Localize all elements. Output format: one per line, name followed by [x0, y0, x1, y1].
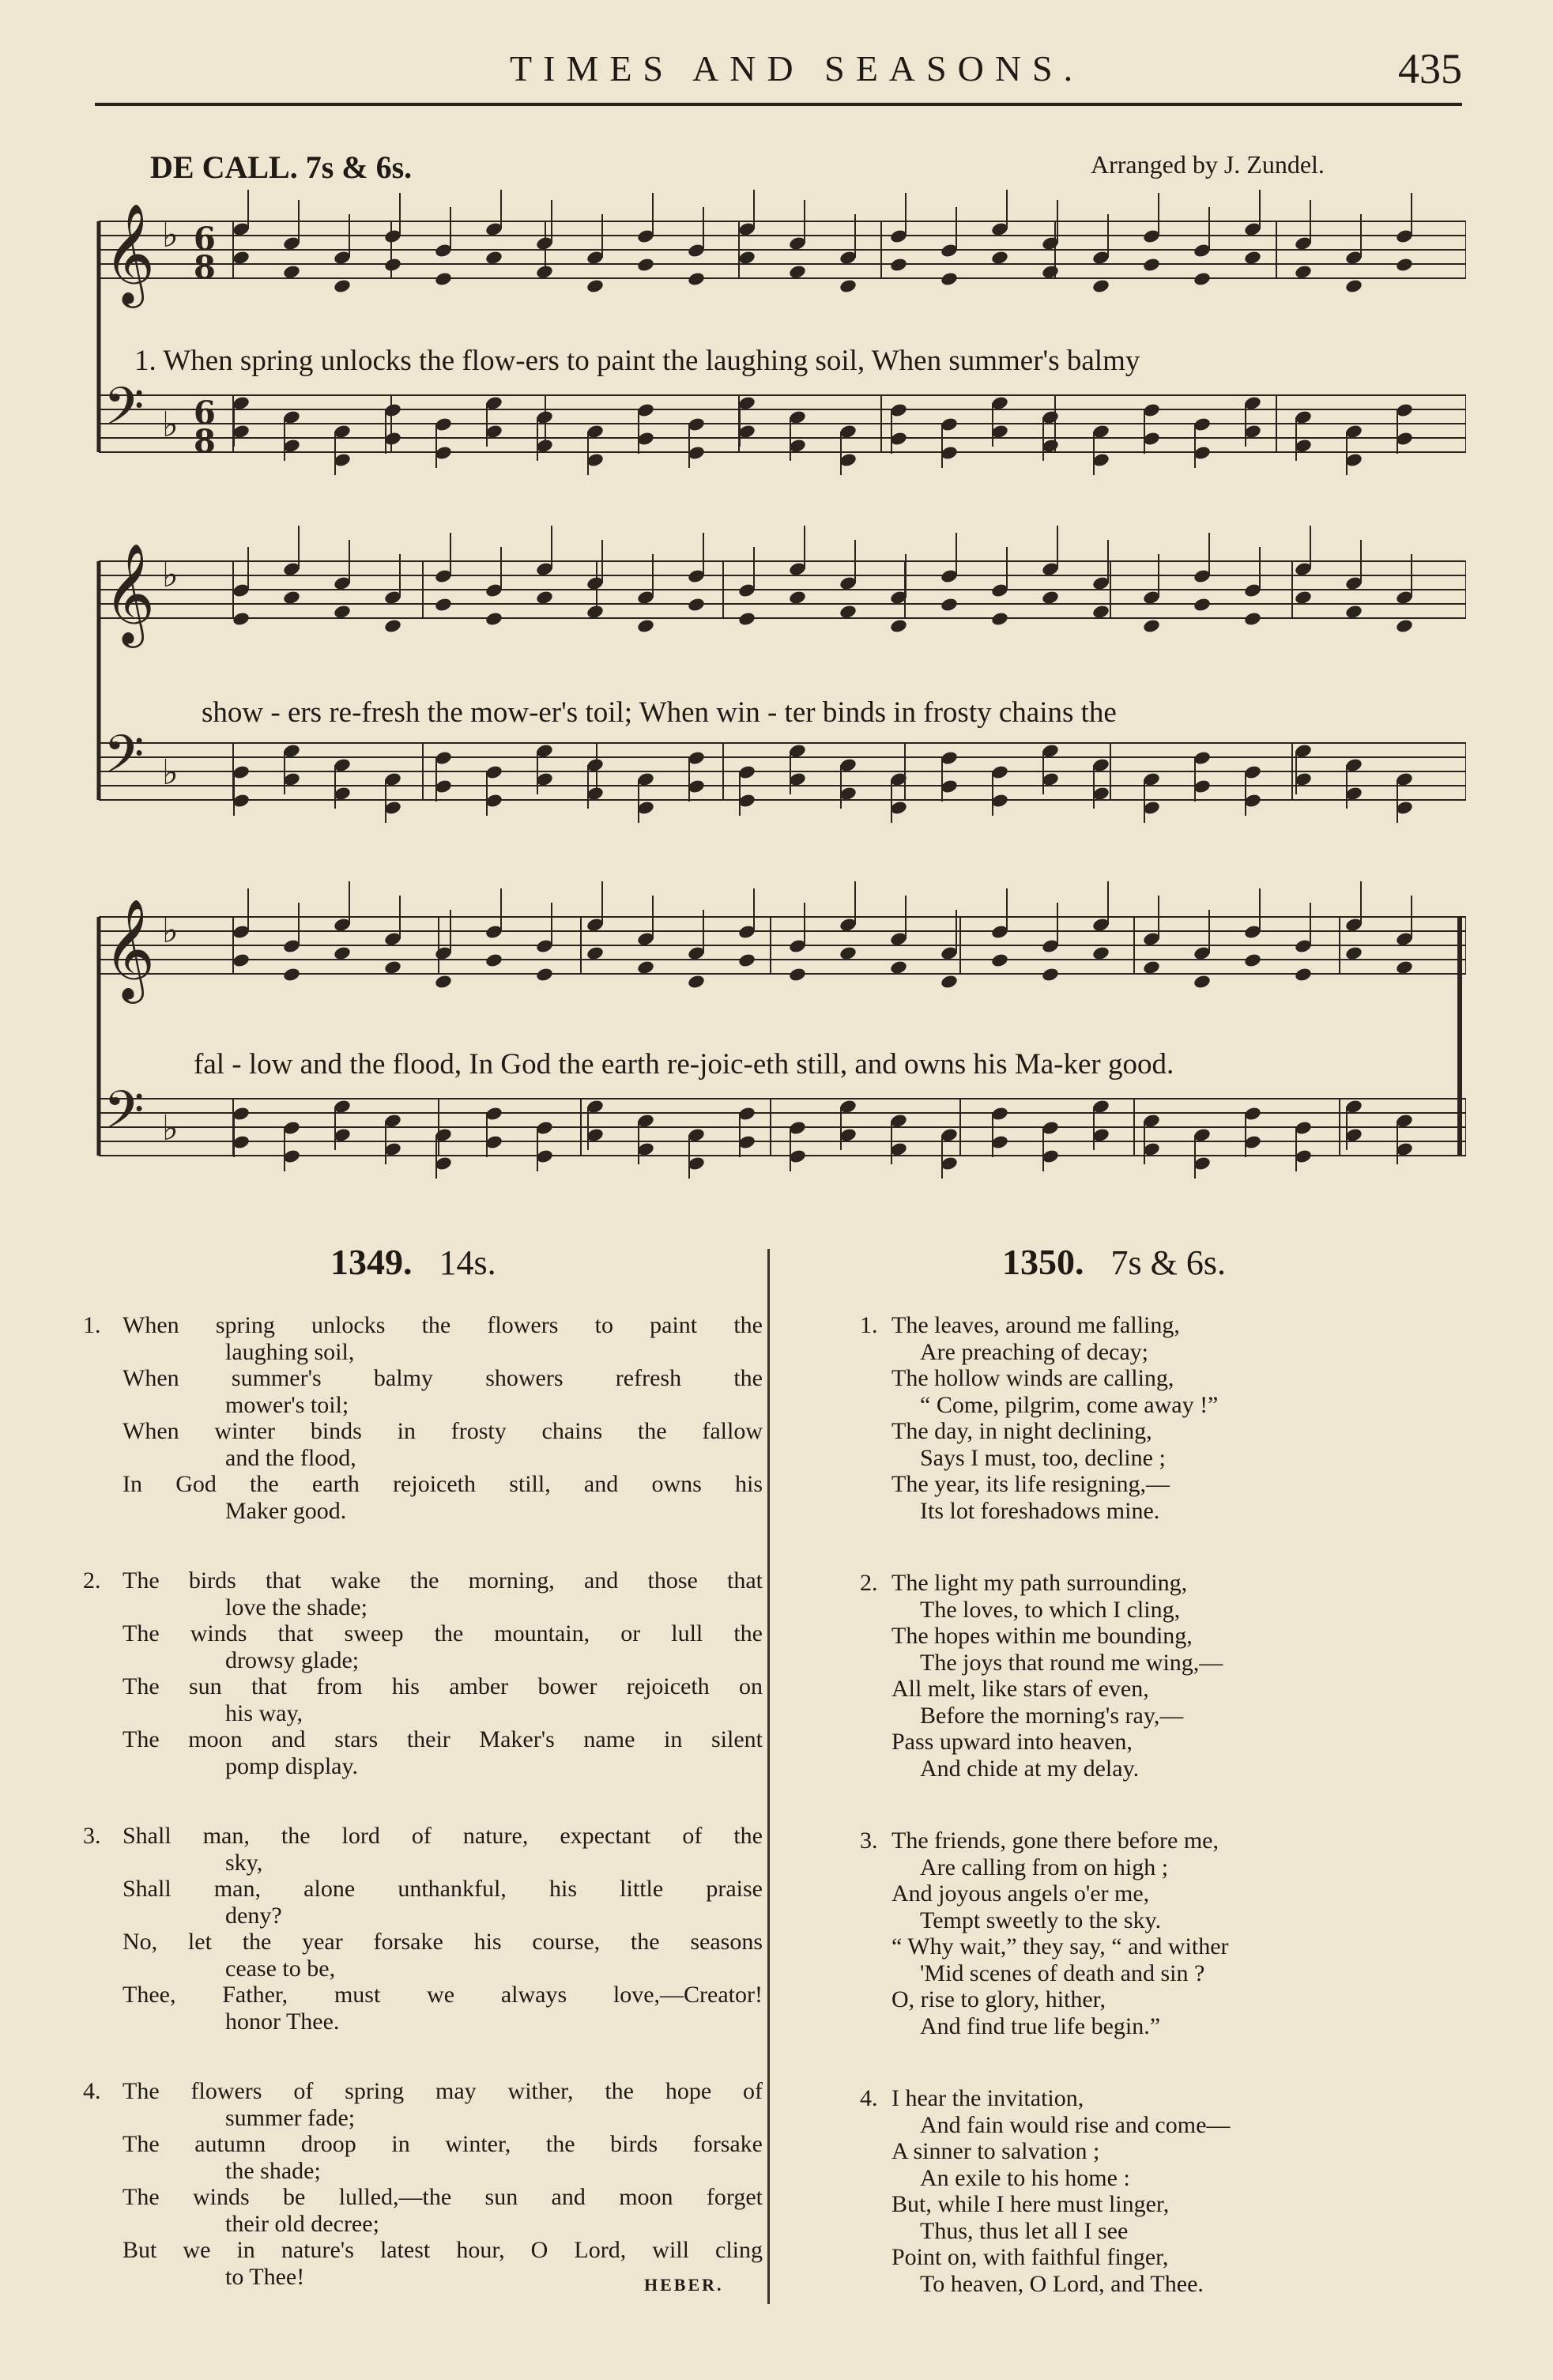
column-divider — [767, 1249, 770, 2304]
stanza — [854, 1570, 1454, 1782]
verse-line: A sinner to salvation ; — [891, 2138, 1100, 2164]
verse-line: Thus, thus let all I see — [920, 2217, 1129, 2244]
verse-line-continued: drowsy glade; — [225, 1646, 360, 1673]
verse-line: And chide at my delay. — [920, 1755, 1140, 1782]
note-head — [333, 604, 352, 620]
verse-line: Shall man, the lord of nature, expectant of the — [123, 1823, 763, 1849]
note-head — [889, 960, 908, 975]
note-head — [1041, 967, 1060, 983]
note-head — [1294, 264, 1313, 280]
hymn-1350-text — [854, 1312, 1454, 2343]
hymn-1349-text — [75, 1312, 763, 2333]
verse-line-continued: cease to be, — [225, 1955, 336, 1982]
note-head — [1344, 278, 1363, 294]
note-head — [889, 257, 908, 273]
note-head — [1142, 257, 1161, 273]
arranger-credit: Arranged by J. Zundel. — [1091, 150, 1325, 179]
flat-icon: ♭ — [162, 911, 179, 951]
verse-line-continued: laughing soil, — [225, 1338, 355, 1365]
note-head — [383, 960, 402, 975]
stanza-number: 4. — [83, 2078, 101, 2104]
note-head — [434, 597, 453, 613]
note-head — [586, 945, 605, 961]
note-head — [484, 250, 503, 266]
note-head — [535, 967, 554, 983]
verse-line: Thee, Father, must we always love,—Creator! — [123, 1982, 763, 2008]
note-head — [737, 952, 756, 968]
verse-line: The moon and stars their Maker's name in silent — [123, 1726, 763, 1752]
stanza — [854, 2085, 1454, 2297]
verse-line: And joyous angels o'er me, — [891, 1880, 1150, 1907]
tune-name: DE CALL. 7s & 6s. — [150, 149, 413, 185]
note-head — [1395, 960, 1414, 975]
page-number: 435 — [1398, 45, 1462, 92]
stanza-number: 3. — [83, 1823, 101, 1849]
flat-icon: ♭ — [162, 405, 179, 445]
note-head — [940, 974, 959, 990]
note-head — [889, 618, 908, 634]
note-head — [535, 590, 554, 605]
flat-icon: ♭ — [162, 555, 179, 595]
note-head — [687, 597, 706, 613]
verse-line: In God the earth rejoiceth still, and owns his — [123, 1471, 763, 1497]
note-head — [232, 952, 251, 968]
music-lyric-line: show - ers re-fresh the mow-er's toil; When win - ter binds in frosty chains the — [202, 696, 1117, 729]
music-lyric-line: 1. When spring unlocks the flow-ers to paint the laughing soil, When summer's balmy — [134, 345, 1140, 377]
verse-line: All melt, like stars of even, — [891, 1676, 1149, 1702]
note-head — [990, 250, 1009, 266]
note-head — [839, 604, 858, 620]
treble-clef-icon: 𝄞 — [104, 542, 156, 643]
note-head — [1041, 264, 1060, 280]
note-head — [1142, 960, 1161, 975]
verse-line: The day, in night declining, — [891, 1418, 1152, 1444]
verse-line: The flowers of spring may wither, the hope of — [123, 2078, 763, 2104]
verse-line: The hopes within me bounding, — [891, 1623, 1193, 1649]
verse-line: The year, its life resigning,— — [891, 1471, 1170, 1497]
verse-line: I hear the invitation, — [891, 2085, 1084, 2111]
verse-line: The winds that sweep the mountain, or lull the — [123, 1620, 763, 1646]
hymn-meter: 7s & 6s. — [1110, 1243, 1226, 1282]
note-head — [1395, 618, 1414, 634]
note-head — [1091, 945, 1110, 961]
verse-line: The loves, to which I cling, — [920, 1596, 1181, 1623]
stanza-number: 2. — [83, 1567, 101, 1594]
note-head — [1243, 611, 1262, 627]
verse-line-continued: sky, — [225, 1849, 263, 1876]
verse-line: The leaves, around me falling, — [891, 1312, 1180, 1338]
bass-clef-icon: 𝄢 — [104, 724, 145, 798]
note-head — [1294, 967, 1313, 983]
stanza — [75, 1312, 763, 1524]
note-head — [839, 945, 858, 961]
hymn-number: 1349. — [330, 1242, 413, 1282]
note-head — [383, 257, 402, 273]
note-head — [282, 590, 301, 605]
verse-line: The light my path surrounding, — [891, 1570, 1188, 1596]
stanza — [854, 1312, 1454, 1524]
note-head — [1344, 604, 1363, 620]
verse-line: 'Mid scenes of death and sin ? — [920, 1959, 1205, 1986]
note-head — [1193, 271, 1212, 287]
note-head — [1243, 250, 1262, 266]
note-head — [586, 604, 605, 620]
stanza — [854, 1827, 1454, 2039]
verse-line-continued: deny? — [225, 1902, 282, 1929]
note-head — [333, 945, 352, 961]
note-head — [636, 618, 655, 634]
note-head — [1193, 597, 1212, 613]
verse-line-continued: and the flood, — [225, 1444, 356, 1471]
note-head — [282, 264, 301, 280]
verse-line: When summer's balmy showers refresh the — [123, 1365, 763, 1391]
verse-line: To heaven, O Lord, and Thee. — [920, 2270, 1204, 2297]
verse-line: Tempt sweetly to the sky. — [920, 1907, 1162, 1933]
treble-clef-icon: 𝄞 — [104, 202, 156, 304]
note-head — [1041, 590, 1060, 605]
note-head — [232, 611, 251, 627]
stanza — [75, 2078, 763, 2290]
verse-line: No, let the year forsake his course, the seasons — [123, 1929, 763, 1955]
verse-line: The sun that from his amber bower rejoiceth on — [123, 1673, 763, 1699]
flat-icon: ♭ — [162, 1108, 179, 1149]
author-attribution: HEBER. — [644, 2275, 724, 2295]
verse-line-continued: pomp display. — [225, 1752, 359, 1779]
note-head — [990, 611, 1009, 627]
hymn-1349-heading — [330, 1241, 496, 1283]
hymn-number: 1350. — [1002, 1242, 1084, 1282]
time-signature: 8 — [194, 423, 216, 460]
verse-line: Says I must, too, decline ; — [920, 1444, 1166, 1471]
verse-line: When winter binds in frosty chains the fallow — [123, 1418, 763, 1444]
note-head — [586, 278, 605, 294]
treble-clef-icon: 𝄞 — [104, 898, 156, 999]
verse-line-continued: his way, — [225, 1699, 303, 1726]
stanza-number: 2. — [860, 1570, 878, 1596]
verse-line-continued: mower's toil; — [225, 1391, 349, 1418]
note-head — [1142, 618, 1161, 634]
verse-line: Are calling from on high ; — [920, 1854, 1169, 1880]
verse-line: When spring unlocks the flowers to paint the — [123, 1312, 763, 1338]
verse-line: Are preaching of decay; — [920, 1338, 1149, 1365]
note-head — [990, 952, 1009, 968]
time-signature: 6 — [194, 221, 216, 258]
note-head — [1395, 257, 1414, 273]
stanza-number: 1. — [83, 1312, 101, 1338]
stanza-number: 4. — [860, 2085, 878, 2111]
note-head — [737, 250, 756, 266]
note-head — [1091, 604, 1110, 620]
time-signature: 8 — [194, 249, 216, 286]
verse-line: But we in nature's latest hour, O Lord, will cling — [123, 2237, 763, 2263]
note-head — [484, 611, 503, 627]
note-head — [282, 967, 301, 983]
verse-line: And fain would rise and come— — [920, 2111, 1231, 2138]
note-head — [1243, 952, 1262, 968]
note-head — [434, 974, 453, 990]
note-head — [940, 271, 959, 287]
verse-line: O, rise to glory, hither, — [891, 1986, 1106, 2012]
verse-line: “ Come, pilgrim, come away !” — [920, 1391, 1219, 1418]
verse-line: The winds be lulled,—the sun and moon forget — [123, 2184, 763, 2210]
verse-line-continued: summer fade; — [225, 2104, 356, 2131]
verse-line-continued: to Thee! — [225, 2263, 305, 2290]
running-title: TIMES AND SEASONS. — [510, 48, 1084, 89]
verse-line-continued: their old decree; — [225, 2210, 379, 2237]
verse-line-continued: Maker good. — [225, 1497, 347, 1524]
verse-line: And find true life begin.” — [920, 2012, 1161, 2039]
verse-line: The birds that wake the morning, and those that — [123, 1567, 763, 1594]
note-head — [788, 264, 807, 280]
bass-clef-icon: 𝄢 — [104, 376, 145, 450]
note-head — [1091, 278, 1110, 294]
note-head — [232, 250, 251, 266]
verse-line: “ Why wait,” they say, “ and wither — [891, 1933, 1229, 1959]
stanza — [75, 1823, 763, 2035]
verse-line: Its lot foreshadows mine. — [920, 1497, 1160, 1524]
hymn-meter: 14s. — [439, 1243, 496, 1282]
verse-line: Shall man, alone unthankful, his little praise — [123, 1876, 763, 1902]
note-head — [383, 618, 402, 634]
note-head — [737, 611, 756, 627]
verse-line: The joys that round me wing,— — [920, 1649, 1223, 1676]
note-head — [484, 952, 503, 968]
note-head — [434, 271, 453, 287]
verse-line-continued: honor Thee. — [225, 2008, 340, 2035]
note-head — [788, 967, 807, 983]
music-lyric-line: fal - low and the flood, In God the earth re-joic-eth still, and owns his Ma-ker good. — [194, 1048, 1174, 1081]
hymn-1350-heading — [1002, 1241, 1226, 1283]
note-head — [788, 590, 807, 605]
flat-icon: ♭ — [162, 215, 179, 255]
bass-clef-icon: 𝄢 — [104, 1080, 145, 1153]
note-head — [839, 278, 858, 294]
verse-line: An exile to his home : — [920, 2164, 1130, 2191]
verse-line: The autumn droop in winter, the birds forsake — [123, 2131, 763, 2157]
note-head — [940, 597, 959, 613]
note-head — [1344, 945, 1363, 961]
note-head — [1294, 590, 1313, 605]
note-head — [636, 960, 655, 975]
note-head — [333, 278, 352, 294]
verse-line: The friends, gone there before me, — [891, 1827, 1219, 1854]
verse-line: The hollow winds are calling, — [891, 1365, 1174, 1391]
note-head — [687, 974, 706, 990]
verse-line: Pass upward into heaven, — [891, 1729, 1133, 1755]
stanza-number: 1. — [860, 1312, 878, 1338]
stanza — [75, 1567, 763, 1779]
verse-line-continued: the shade; — [225, 2157, 321, 2184]
verse-line: But, while I here must linger, — [891, 2191, 1170, 2217]
page-header — [95, 47, 1462, 106]
flat-icon: ♭ — [162, 752, 179, 793]
verse-line: Before the morning's ray,— — [920, 1702, 1184, 1729]
verse-line: Point on, with faithful finger, — [891, 2244, 1169, 2270]
verse-line-continued: love the shade; — [225, 1594, 368, 1620]
time-signature: 6 — [194, 394, 216, 432]
note-head — [687, 271, 706, 287]
note-head — [636, 257, 655, 273]
stanza-number: 3. — [860, 1827, 878, 1854]
note-head — [1193, 974, 1212, 990]
